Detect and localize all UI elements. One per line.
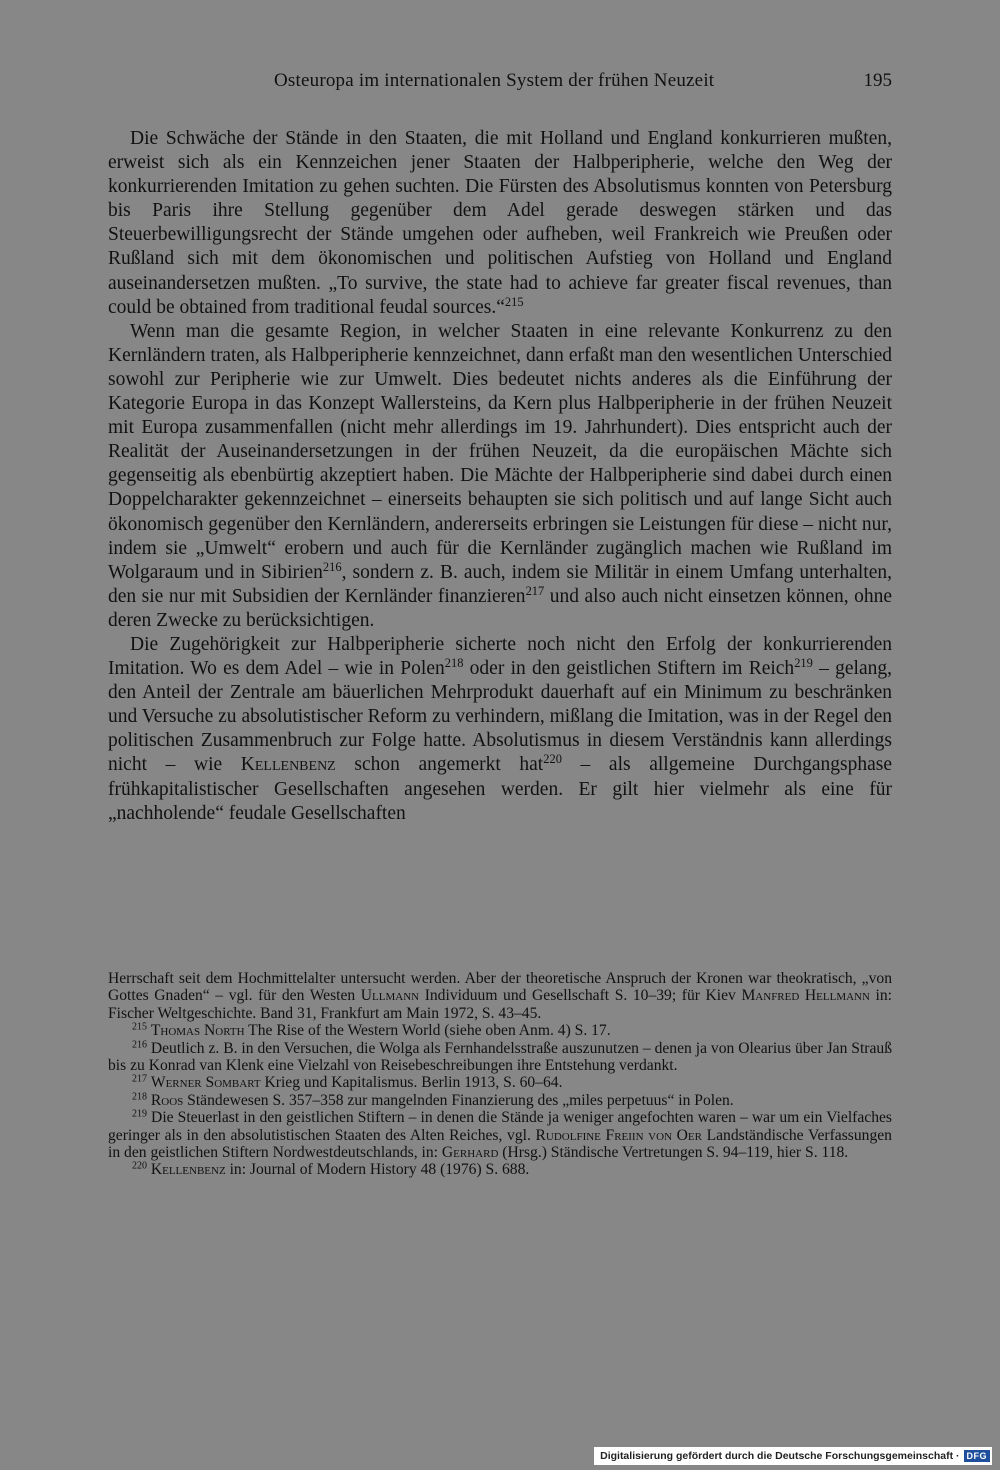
- footnote-ref-220[interactable]: 220: [543, 752, 562, 767]
- footer-credit: Digitalisierung gefördert durch die Deutsche Forschungsgemeinschaft ·: [600, 1450, 960, 1462]
- footnote-218: [108, 1092, 892, 1109]
- footnote-220: [108, 1161, 892, 1178]
- main-text: [108, 127, 892, 826]
- author-name: Kellenbenz: [150, 1161, 226, 1179]
- author-name: Roos: [150, 1091, 184, 1109]
- author-name: Werner Sombart: [150, 1074, 261, 1092]
- text-run: oder in den geistlichen Stiftern im Reich: [463, 658, 795, 680]
- footnote-ref-215[interactable]: 215: [504, 294, 524, 309]
- text-run: in: Fischer Weltgeschichte. Band 31, Frankfurt am Main 1972, S. 43–45.: [108, 987, 892, 1022]
- text-run: Die Zugehörigkeit zur Halbperipherie sicherte noch nicht den Erfolg der konkurrierenden Imitation. Wo es dem Adel – wie in Polen: [108, 633, 892, 680]
- text-run: Die Steuerlast in den geistlichen Stiftern – in denen die Stände ja weniger angefochten waren – war um ein Vielfaches geringer als in den absolutistischen Staaten des Alten Reiches, vgl.: [108, 1109, 892, 1144]
- running-title: Osteuropa im internationalen System der frühen Neuzeit: [274, 70, 715, 91]
- footnote-number: 218: [132, 1091, 147, 1103]
- text-run: Wenn man die gesamte Region, in welcher Staaten in eine relevante Konkurrenz zu den Kernländern traten, als Halbperipherie kennzeichnet, dann erfaßt man den wesentlichen Unterschied sowohl zur Peripherie wie zur Umwelt. Dies bedeutet nichts anderes als die Einführung der Kategorie Europa in das Konzept Wallersteins, da Kern plus Halbperipherie in der frühen Neuzeit mit Europa zusammenfallen (nicht mehr allerdings im 19. Jahrhundert). Dies entspricht auch der Realität der Auseinandersetzungen in der frühen Neuzeit, da die europäischen Mächte sich gegenseitig als ebenbürtig akzeptiert haben. Die Mächte der Halbperipherie sind dabei durch einen Doppelcharakter gekennzeichnet – einerseits behaupten sie sich politisch und auf lange Sicht auch ökonomisch gegenüber den Kernländern, andererseits erbringen sie Leistungen für diese – nicht nur, indem sie „Umwelt“ erobern und auch für die Kernländer zugänglich machen wie Rußland im Wolgaraum und in Sibirien: [108, 320, 892, 583]
- text-run: (Hrsg.) Ständische Vertretungen S. 94–119, hier S. 118.: [498, 1144, 849, 1162]
- text-run: Ständewesen S. 357–358 zur mangelnden Finanzierung des „miles perpetuus“ in Polen.: [183, 1091, 734, 1109]
- text-run: The Rise of the Western World (siehe oben Anm. 4) S. 17.: [244, 1022, 611, 1040]
- author-name: Manfred Hellmann: [741, 987, 870, 1005]
- footnote-ref-216[interactable]: 216: [322, 559, 342, 574]
- footnote-215: [108, 1022, 892, 1039]
- footnote-number: 220: [132, 1160, 147, 1172]
- footnote-number: 216: [132, 1039, 147, 1051]
- footnote-217: [108, 1074, 892, 1091]
- text-run: Landständische Verfassungen in den geistlichen Stiftern Nordwestdeutschlands, in:: [108, 1126, 892, 1162]
- footnote-ref-218[interactable]: 218: [444, 656, 464, 671]
- text-run: in: Journal of Modern History 48 (1976) S. 688.: [225, 1161, 530, 1179]
- author-name: Gerhard: [441, 1144, 499, 1162]
- dfg-logo-icon: DFG: [964, 1450, 991, 1462]
- text-run: und also auch nicht einsetzen können, ohne deren Zwecke zu berücksichtigen.: [108, 585, 892, 631]
- text-run: – als allgemeine Durchgangsphase frühkapitalistischer Gesellschaften angesehen werden. Er gilt hier vielmehr als eine für „nachholende“ feudale Gesellschaften: [108, 754, 892, 824]
- footnote-216: [108, 1040, 892, 1075]
- author-name: Rudolfine Freiin von Oer: [535, 1126, 702, 1144]
- text-run: Deutlich z. B. in den Versuchen, die Wolga als Fernhandelsstraße auszunutzen – denen ja von Olearius über Jan Strauß bis zu Konrad van Klenk eine Vielzahl von Reisebeschreibungen ihre Entstehung verdankt.: [108, 1039, 892, 1075]
- text-run: , sondern z. B. auch, indem sie Militär in einem Umfang unterhalten, den sie nur mit Subsidien der Kernländer finanzieren: [108, 561, 892, 607]
- page-header: [108, 70, 892, 100]
- author-name: Thomas North: [150, 1022, 245, 1040]
- footnote-number: 215: [132, 1021, 147, 1033]
- text-run: Die Schwäche der Stände in den Staaten, die mit Holland und England konkurrieren mußten, erweist sich als ein Kennzeichen jener Staaten der Halbperipherie, welche den Weg der konkurrierenden Imitation zu gehen suchten. Die Fürsten des Absolutismus konnten von Petersburg bis Paris ihre Stellung gegenüber dem Adel gerade deswegen stärken und das Steuerbewilligungsrecht der Stände umgehen oder aufheben, weil Frankreich wie Preußen oder Rußland sich mit dem ökonomischen und politischen Aufstieg von Holland und England auseinandersetzen mußten. „To survive, the state had to achieve far greater fiscal revenues, than could be obtained from traditional feudal sources.“: [108, 128, 892, 318]
- footnote-number: 217: [132, 1073, 147, 1085]
- author-name: Ullmann: [360, 987, 420, 1005]
- author-name: Kellenbenz: [240, 754, 336, 776]
- text-run: schon angemerkt hat: [335, 754, 544, 776]
- text-run: Krieg und Kapitalismus. Berlin 1913, S. 60–64.: [260, 1074, 563, 1092]
- footnotes: [108, 970, 892, 1179]
- text-run: Individuum und Gesellschaft S. 10–39; für Kiev: [419, 987, 742, 1005]
- digitization-footer: [594, 1447, 992, 1465]
- footnote-219: [108, 1109, 892, 1161]
- footnote-continuation: [108, 970, 892, 1022]
- text-run: Herrschaft seit dem Hochmittelalter untersucht werden. Aber der theoretische Anspruch der Kronen war theokratisch, „von Gottes Gnaden“ – vgl. für den Westen: [108, 970, 892, 1005]
- footnote-ref-217[interactable]: 217: [525, 583, 545, 598]
- paragraph-3: [108, 633, 892, 826]
- page-number: 195: [863, 70, 892, 91]
- paragraph-2: [108, 320, 892, 633]
- paragraph-1: [108, 127, 892, 320]
- footnote-ref-219[interactable]: 219: [794, 656, 813, 671]
- footnote-number: 219: [132, 1108, 147, 1120]
- text-run: – gelang, den Anteil der Zentrale am bäuerlichen Mehrprodukt dauerhaft auf ein Minimum zu beschränken und Versuche zu absolutistischer Reform zu verhindern, mißlang die Imitation, was in der Regel den politischen Zusammenbruch zur Folge hatte. Absolutismus in diesem Verständnis kann allerdings nicht – wie: [108, 658, 892, 776]
